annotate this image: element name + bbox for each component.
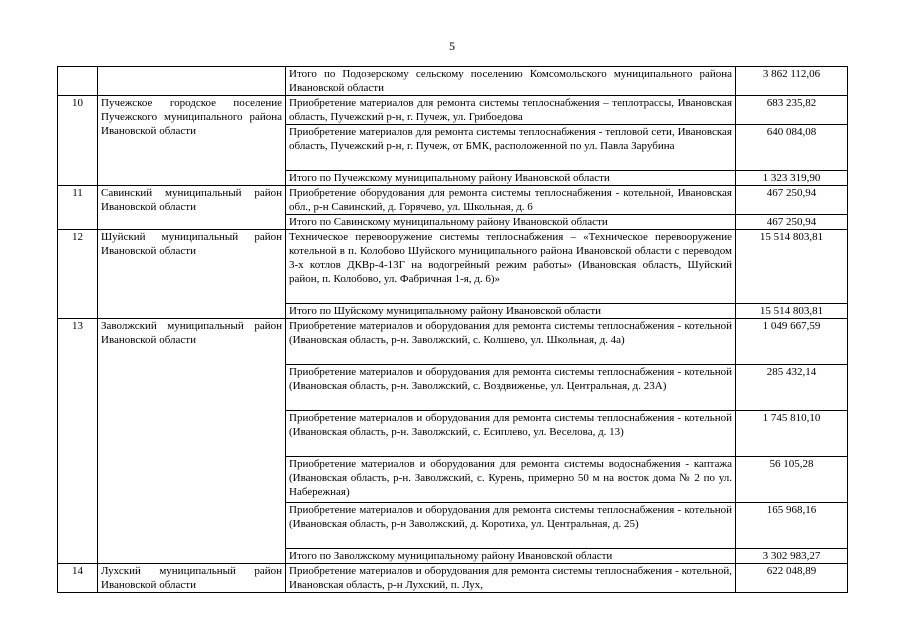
amount-cell: 1 745 810,10	[736, 411, 848, 457]
row-number: 11	[58, 186, 98, 230]
amount-cell: 15 514 803,81	[736, 230, 848, 304]
amount-cell: 3 862 112,06	[736, 67, 848, 96]
description-cell: Техническое перевооружение системы теплоснабжения – «Техническое перевооружение котельной в п. Колобово Шуйского муниципального района Ивановской области с переводом 3-х котлов ДКВр-4-13Г на водогрейный режим работы» (Ивановская область, Шуйский район, п. Колобово, ул. Фабричная 1-я, д. 6)»	[286, 230, 736, 304]
description-cell: Приобретение материалов и оборудования для ремонта системы водоснабжения - каптажа (Ивановская область, р-н. Заволжский, с. Курень, примерно 50 м на восток дома № 2 по ул. Набережная)	[286, 457, 736, 503]
subtotal-cell: Итого по Савинскому муниципальному району Ивановской области	[286, 215, 736, 230]
amount-cell: 1 049 667,59	[736, 319, 848, 365]
amount-cell: 165 968,16	[736, 503, 848, 549]
municipality-cell: Лухский муниципальный район Ивановской области	[98, 564, 286, 593]
subtotal-amount: 467 250,94	[736, 215, 848, 230]
subtotal-amount: 1 323 319,90	[736, 171, 848, 186]
subtotal-cell: Итого по Пучежскому муниципальному району Ивановской области	[286, 171, 736, 186]
subtotal-amount: 3 302 983,27	[736, 549, 848, 564]
description-cell: Приобретение оборудования для ремонта системы теплоснабжения - котельной, Ивановская обл., р-н Савинский, д. Горячево, ул. Школьная, д. 6	[286, 186, 736, 215]
subtotal-cell: Итого по Заволжскому муниципальному району Ивановской области	[286, 549, 736, 564]
description-cell: Приобретение материалов для ремонта системы теплоснабжения - тепловой сети, Ивановская область, Пучежский р-н, г. Пучеж, от БМК, расположенной по ул. Павла Зарубина	[286, 125, 736, 171]
municipality-cell: Пучежское городское поселение Пучежского муниципального района Ивановской области	[98, 96, 286, 186]
amount-cell: 56 105,28	[736, 457, 848, 503]
municipality-cell: Савинский муниципальный район Ивановской области	[98, 186, 286, 230]
amount-cell: 622 048,89	[736, 564, 848, 593]
table-row	[58, 186, 848, 215]
description-cell: Приобретение материалов для ремонта системы теплоснабжения – теплотрассы, Ивановская область, Пучежский р-н, г. Пучеж, ул. Грибоедова	[286, 96, 736, 125]
municipality-cell: Заволжский муниципальный район Ивановской области	[98, 319, 286, 564]
page-number: 5	[449, 39, 455, 53]
budget-table	[57, 66, 848, 593]
subtotal-amount: 15 514 803,81	[736, 304, 848, 319]
row-number: 12	[58, 230, 98, 319]
subtotal-cell: Итого по Шуйскому муниципальному району Ивановской области	[286, 304, 736, 319]
row-number	[58, 67, 98, 96]
amount-cell: 467 250,94	[736, 186, 848, 215]
description-cell: Приобретение материалов и оборудования для ремонта системы теплоснабжения - котельной (Ивановская область, р-н. Заволжский, с. Колшево, ул. Школьная, д. 4а)	[286, 319, 736, 365]
description-cell: Приобретение материалов и оборудования для ремонта системы теплоснабжения - котельной (Ивановская область, р-н. Заволжский, с. Воздвиженье, ул. Центральная, д. 23А)	[286, 365, 736, 411]
municipality-cell: Шуйский муниципальный район Ивановской области	[98, 230, 286, 319]
amount-cell: 683 235,82	[736, 96, 848, 125]
row-number: 10	[58, 96, 98, 186]
description-cell: Приобретение материалов и оборудования для ремонта системы теплоснабжения - котельной (Ивановская область, р-н. Заволжский, с. Есиплево, ул. Веселова, д. 13)	[286, 411, 736, 457]
row-number: 13	[58, 319, 98, 564]
amount-cell: 640 084,08	[736, 125, 848, 171]
table-row	[58, 319, 848, 365]
description-cell: Приобретение материалов и оборудования для ремонта системы теплоснабжения - котельной, Ивановская область, р-н Лухский, п. Лух,	[286, 564, 736, 593]
description-cell: Итого по Подозерскому сельскому поселению Комсомольского муниципального района Ивановской области	[286, 67, 736, 96]
municipality-cell	[98, 67, 286, 96]
table-row	[58, 230, 848, 304]
amount-cell: 285 432,14	[736, 365, 848, 411]
table-row	[58, 564, 848, 593]
table-row	[58, 96, 848, 125]
table-row	[58, 67, 848, 96]
row-number: 14	[58, 564, 98, 593]
description-cell: Приобретение материалов и оборудования для ремонта системы теплоснабжения - котельной (Ивановская область, р-н Заволжский, д. Коротиха, ул. Центральная, д. 25)	[286, 503, 736, 549]
